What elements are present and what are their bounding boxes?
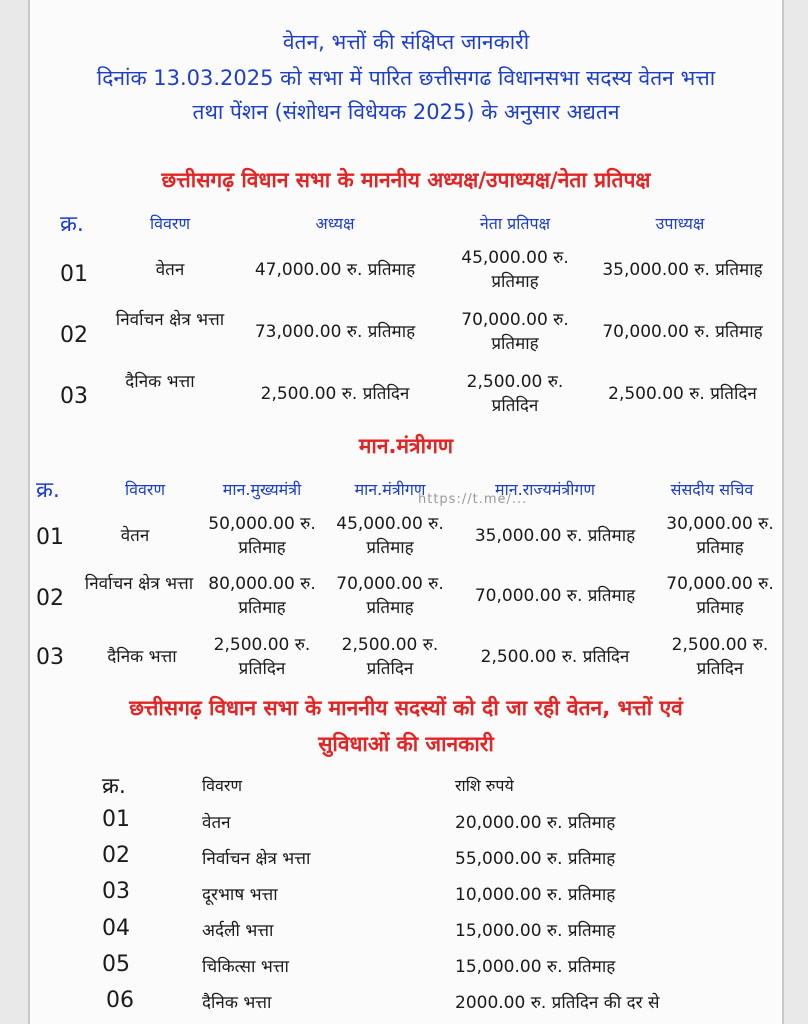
s1-row3-no: 03	[60, 384, 88, 409]
s2-row3-col2: 2,500.00 रु. प्रतिदिन	[341, 635, 439, 679]
s1-row1-no: 01	[60, 262, 88, 287]
s3-row3-amount: 10,000.00 रु. प्रतिमाह	[455, 885, 616, 905]
s2-header-no: क्र.	[36, 478, 60, 503]
s2-row2-item: निर्वाचन क्षेत्र भत्ता	[84, 574, 194, 594]
s2-header-col4: संसदीय सचिव	[670, 480, 754, 499]
s1-header-col2: नेता प्रतिपक्ष	[479, 214, 551, 233]
s2-header-item: विवरण	[124, 480, 166, 499]
document-page	[28, 0, 784, 1024]
s1-row1-col2: 45,000.00 रु. प्रतिमाह	[461, 248, 569, 292]
s1-row3-col2: 2,500.00 रु. प्रतिदिन	[466, 372, 564, 416]
section3-title-line2: सुविधाओं की जानकारी	[318, 732, 494, 756]
s1-row2-item: निर्वाचन क्षेत्र भत्ता	[115, 310, 225, 330]
watermark-text: https://t.me/...	[418, 492, 528, 507]
s2-row1-item: वेतन	[120, 526, 150, 546]
s3-row5-amount: 15,000.00 रु. प्रतिमाह	[455, 957, 616, 977]
s3-row1-amount: 20,000.00 रु. प्रतिमाह	[455, 813, 616, 833]
s1-row3-col1: 2,500.00 रु. प्रतिदिन	[260, 384, 410, 404]
s3-row2-no: 02	[102, 843, 130, 868]
s2-row1-no: 01	[36, 525, 64, 550]
s2-row1-col2: 45,000.00 रु. प्रतिमाह	[336, 514, 444, 558]
doc-subtitle-line2: तथा पेंशन (संशोधन विधेयक 2025) के अनुसार अद्यतन	[192, 100, 620, 124]
s1-header-col3: उपाध्यक्ष	[655, 214, 705, 233]
s3-row6-no: 06	[106, 988, 134, 1013]
s1-header-col1: अध्यक्ष	[315, 214, 355, 233]
s2-row1-col1: 50,000.00 रु. प्रतिमाह	[208, 514, 316, 558]
s3-header-amount: राशि रुपये	[455, 776, 514, 795]
s3-row4-no: 04	[102, 916, 130, 941]
s2-header-col1: मान.मुख्यमंत्री	[222, 480, 302, 499]
s1-row3-col3: 2,500.00 रु. प्रतिदिन	[608, 384, 757, 404]
doc-title: वेतन, भत्तों की संक्षिप्त जानकारी	[282, 30, 530, 54]
section2-title: मान.मंत्रीगण	[358, 434, 454, 458]
s2-row3-no: 03	[36, 645, 64, 670]
s2-row3-col4: 2,500.00 रु. प्रतिदिन	[671, 635, 769, 679]
s2-row2-col2: 70,000.00 रु. प्रतिमाह	[336, 574, 444, 618]
s2-row3-item: दैनिक भत्ता	[107, 647, 177, 667]
s1-header-no: क्र.	[60, 212, 84, 237]
s1-row2-col3: 70,000.00 रु. प्रतिमाह	[602, 322, 763, 342]
s3-row5-item: चिकित्सा भत्ता	[202, 957, 289, 977]
s3-row6-amount: 2000.00 रु. प्रतिदिन की दर से	[455, 993, 660, 1013]
s1-row2-no: 02	[60, 323, 88, 348]
section1-title: छत्तीसगढ़ विधान सभा के माननीय अध्यक्ष/उपाध्यक्ष/नेता प्रतिपक्ष	[161, 168, 651, 192]
s2-row1-col3: 35,000.00 रु. प्रतिमाह	[474, 526, 636, 546]
s1-row2-col2: 70,000.00 रु. प्रतिमाह	[461, 310, 569, 354]
section3-title-line1: छत्तीसगढ़ विधान सभा के माननीय सदस्यों को दी जा रही वेतन, भत्तों एवं	[129, 696, 683, 720]
s1-row2-col1: 73,000.00 रु. प्रतिमाह	[254, 322, 416, 342]
s3-row2-amount: 55,000.00 रु. प्रतिमाह	[455, 849, 616, 869]
s1-row1-item: वेतन	[155, 260, 185, 280]
s2-row2-col1: 80,000.00 रु. प्रतिमाह	[208, 574, 316, 618]
s2-row2-col4: 70,000.00 रु. प्रतिमाह	[666, 574, 774, 618]
s1-header-item: विवरण	[149, 214, 191, 233]
s3-header-no: क्र.	[102, 774, 126, 799]
s3-row2-item: निर्वाचन क्षेत्र भत्ता	[202, 849, 311, 869]
s2-row1-col4: 30,000.00 रु. प्रतिमाह	[666, 514, 774, 558]
s2-row2-col3: 70,000.00 रु. प्रतिमाह	[474, 586, 636, 606]
doc-subtitle-line1: दिनांक 13.03.2025 को सभा में पारित छत्तीसगढ विधानसभा सदस्य वेतन भत्ता	[96, 66, 716, 90]
s2-row3-col3: 2,500.00 रु. प्रतिदिन	[480, 647, 630, 667]
s3-row3-item: दूरभाष भत्ता	[202, 885, 278, 905]
s2-header-col3: मान.राज्यमंत्रीगण	[495, 480, 595, 499]
s3-row4-amount: 15,000.00 रु. प्रतिमाह	[455, 921, 616, 941]
s3-row3-no: 03	[102, 879, 130, 904]
s1-row1-col3: 35,000.00 रु. प्रतिमाह	[602, 260, 763, 280]
s3-row1-no: 01	[102, 807, 130, 832]
s3-row4-item: अर्दली भत्ता	[202, 921, 274, 941]
s2-header-col2: मान.मंत्रीगण	[354, 480, 426, 499]
s3-row5-no: 05	[102, 952, 130, 977]
s2-row2-no: 02	[36, 586, 64, 611]
s2-row3-col1: 2,500.00 रु. प्रतिदिन	[213, 635, 311, 679]
s1-row3-item: दैनिक भत्ता	[125, 372, 195, 392]
s3-row1-item: वेतन	[202, 813, 231, 833]
s3-row6-item: दैनिक भत्ता	[202, 993, 272, 1013]
s1-row1-col1: 47,000.00 रु. प्रतिमाह	[254, 260, 416, 280]
s3-header-item: विवरण	[202, 776, 243, 795]
